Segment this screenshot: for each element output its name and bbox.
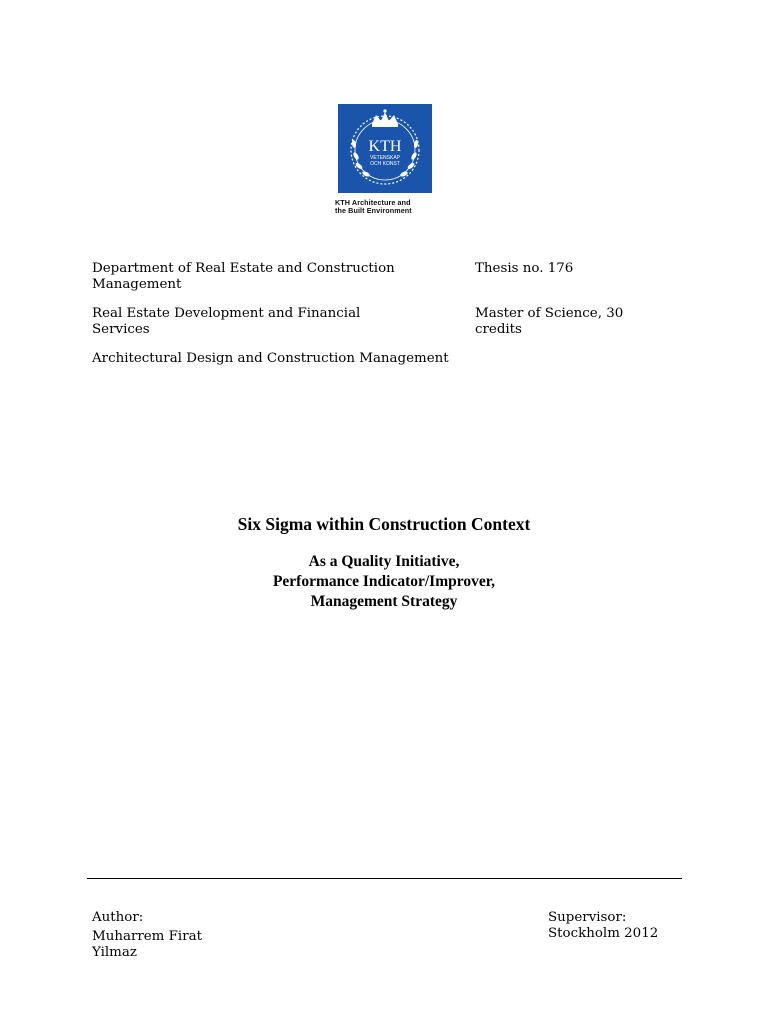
author-name: Muharrem Firat Yilmaz bbox=[92, 929, 202, 960]
department-name: Department of Real Estate and Construction Management bbox=[92, 261, 395, 292]
specialization-name: Architectural Design and Construction Management bbox=[92, 351, 449, 366]
thesis-number: Thesis no. 176 bbox=[475, 261, 574, 276]
logo-caption-line2: the Built Environment bbox=[335, 206, 412, 215]
place-year: Stockholm 2012 bbox=[548, 926, 659, 941]
thesis-title: Six Sigma within Construction Context bbox=[237, 514, 531, 534]
program-name: Real Estate Development and Financial Services bbox=[92, 306, 361, 337]
degree-name: Master of Science, 30 credits bbox=[475, 306, 624, 337]
subtitle-line-2: Performance Indicator/Improver, bbox=[272, 573, 496, 590]
logo-motto-line1: VETENSKAP bbox=[369, 155, 401, 161]
thesis-subtitle bbox=[0, 552, 768, 612]
logo-motto-line2: OCH KONST bbox=[370, 161, 400, 167]
subtitle-line-3: Management Strategy bbox=[310, 593, 458, 610]
kth-seal-graphic bbox=[338, 104, 432, 193]
logo-caption-line1: KTH Architecture and bbox=[335, 198, 411, 207]
kth-logo-emblem bbox=[338, 104, 432, 193]
supervisor-label: Supervisor: bbox=[548, 910, 627, 925]
kth-logo bbox=[330, 104, 440, 215]
author-label: Author: bbox=[92, 910, 144, 925]
subtitle-line-1: As a Quality Initiative, bbox=[308, 553, 460, 570]
footer-divider bbox=[87, 878, 682, 879]
logo-caption bbox=[335, 199, 440, 215]
logo-wordmark: KTH bbox=[368, 138, 402, 155]
